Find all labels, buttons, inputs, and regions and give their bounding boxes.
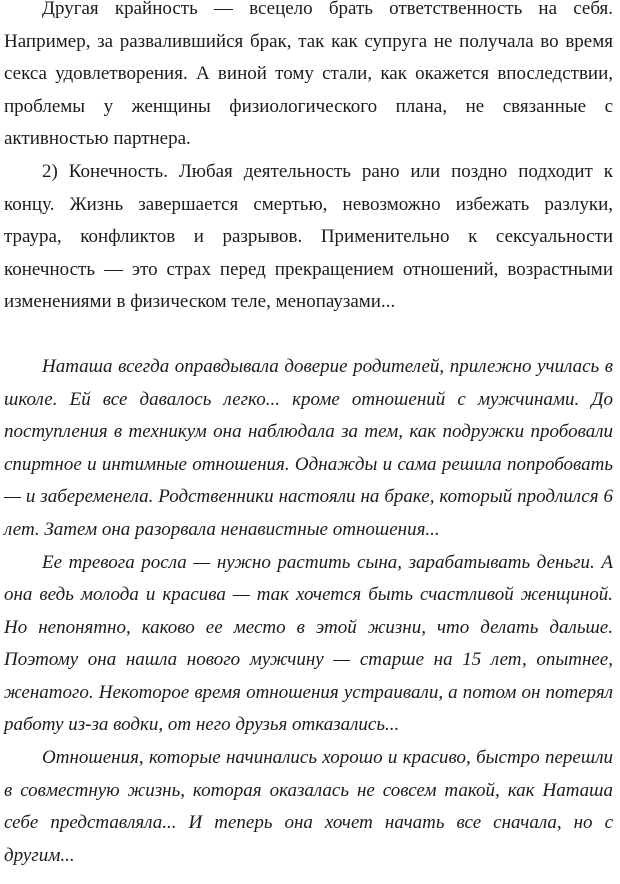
case-paragraph-natasha-anxiety: Ее тревога росла — нужно растить сына, зарабатывать деньги. А она ведь молода и красива — так хочется быть счастливой женщиной. Но непонятно, каково ее место в этой жизни, что делать дальше. Поэтому она нашла нового мужчину — старше на 15 лет, опытнее, женатого. Некоторое время отношения устраивали, а потом он потерял работу из-за водки, от него друзья отказались... [4,551,613,736]
case-paragraph-natasha-restart: Отношения, которые начинались хорошо и красиво, быстро перешли в совместную жизнь, которая оказалась не совсем такой, как Наташа себе представляла... И теперь она хочет начать все сначала, но с другим... [4,747,613,866]
paragraph-finiteness: 2) Конечность. Любая деятельность рано или поздно подходит к концу. Жизнь завершается смертью, невозможно избежать разлуки, траура, конфликтов и разрывов. Применительно к сексуальности конечность — это страх перед прекращением отношений, возрастными изменениями в физическом теле, менопаузами... [4,160,613,313]
case-paragraph-natasha-background: Наташа всегда оправдывала доверие родителей, прилежно училась в школе. Ей все давалось легко... кроме отношений с мужчинами. До поступления в техникум она наблюдала за тем, как подружки пробовали спиртное и интимные отношения. Однажды и сама решила попробовать — и забеременела. Родственники настояли на браке, который продлился 6 лет. Затем она разорвала ненавистные отношения... [4,355,613,540]
paragraph-extreme-responsibility: Другая крайность — всецело брать ответственность на себя. Например, за развалившийся брак, так как супруга не получала во время секса удовлетворения. А виной тому стали, как окажется впоследствии, проблемы у женщины физиологического плана, не связанные с активностью партнера. [4,0,613,150]
paragraph-spacer [4,319,613,351]
